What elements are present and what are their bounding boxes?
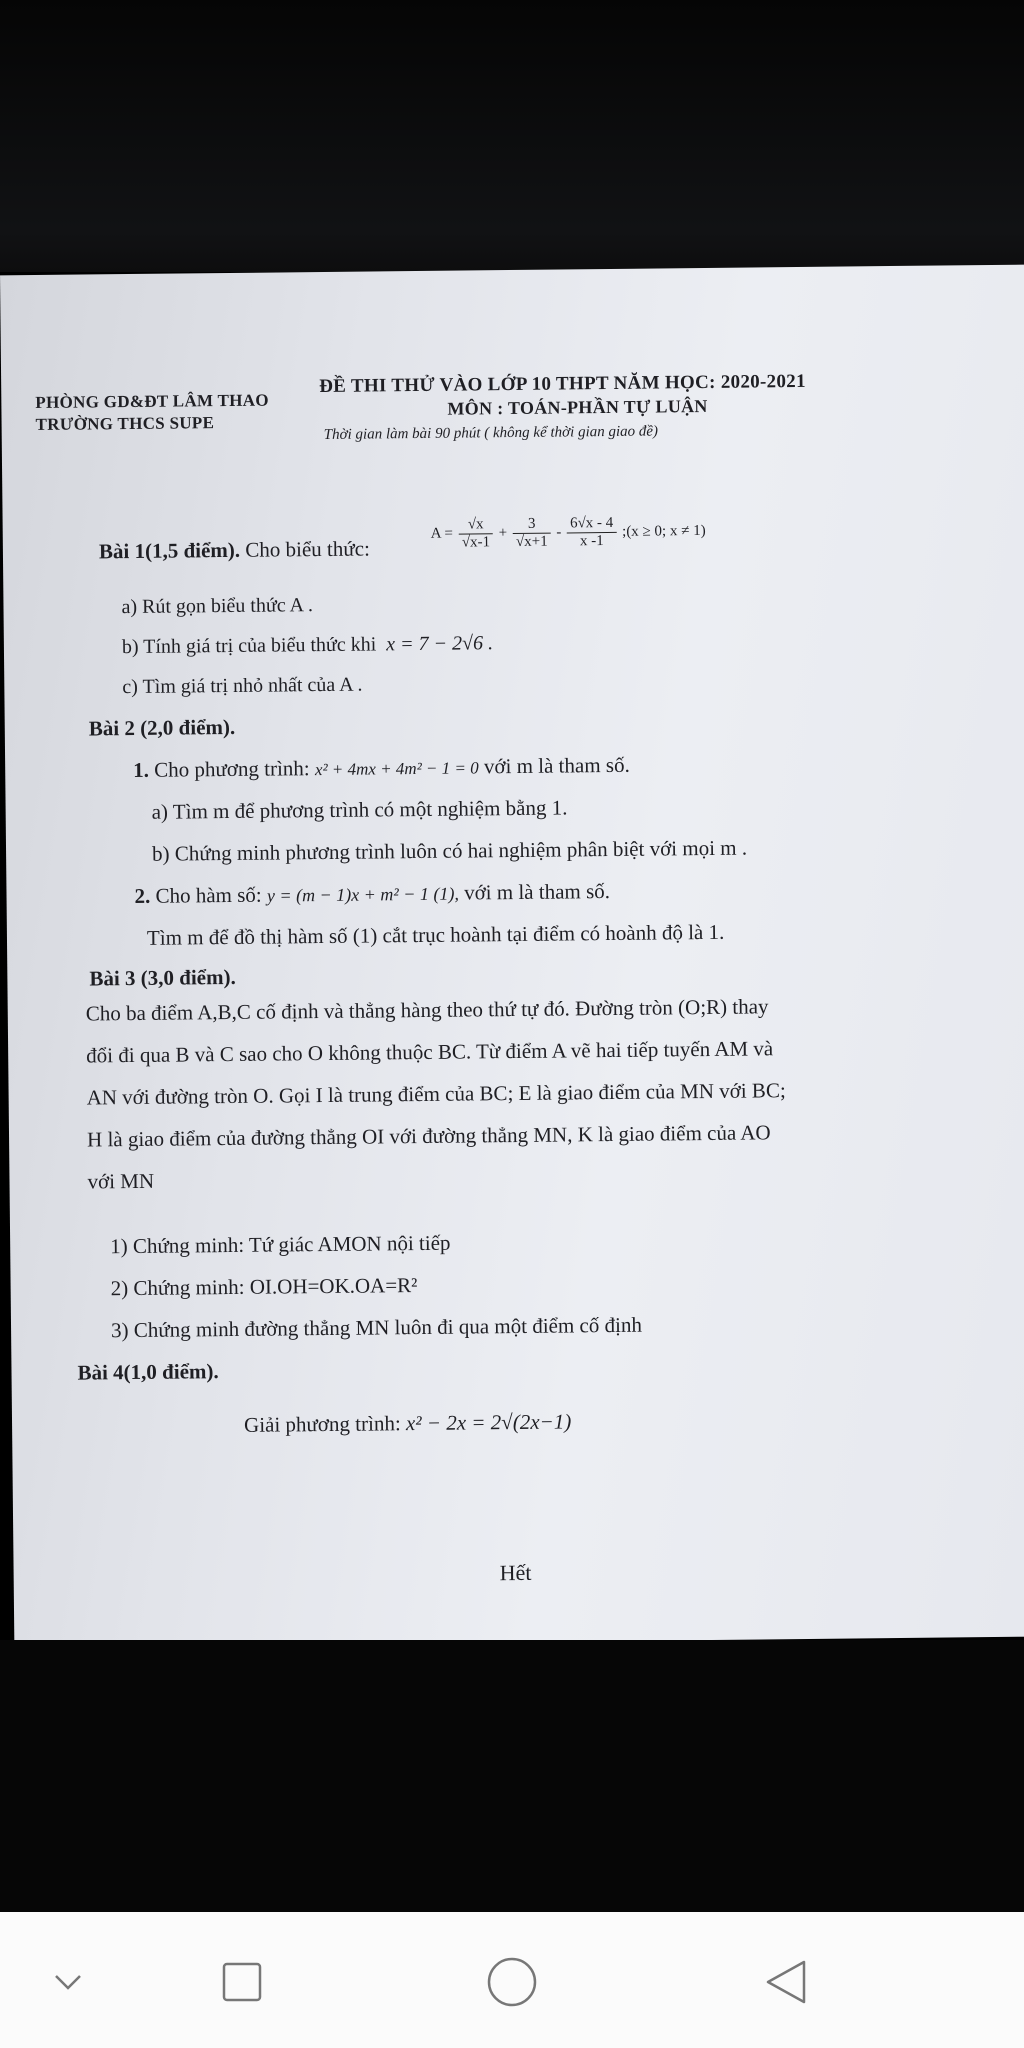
bai4-task: Giải phương trình: x² − 2x = 2√(2x−1) bbox=[243, 1409, 572, 1437]
exam-year: 2020-2021 bbox=[720, 370, 806, 393]
bai2-q1: 1. Cho phương trình: x² + 4mx + 4m² − 1 = 0 với m là tham số. bbox=[133, 752, 630, 782]
expr-lhs: A = bbox=[430, 525, 454, 542]
fraction-3 bbox=[567, 515, 617, 551]
header-department: PHÒNG GD&ĐT LÂM THAO bbox=[35, 390, 269, 412]
bai1-b: b) Tính giá trị của biểu thức khi x = 7 − 2√6 . bbox=[121, 632, 494, 659]
expr-op-minus: - bbox=[556, 524, 562, 541]
bai2-q1-expr: x² + 4mx + 4m² − 1 = 0 bbox=[314, 758, 479, 780]
fraction-1 bbox=[459, 516, 494, 551]
bai3-line: Cho ba điểm A,B,C cố định và thẳng hàng theo thứ tự đó. Đường tròn (O;R) thay bbox=[85, 994, 769, 1026]
bai2-a: a) Tìm m để phương trình có một nghiệm bằng 1. bbox=[151, 795, 568, 824]
bai1-line bbox=[99, 537, 370, 565]
photo-dark-bottom bbox=[0, 1640, 1024, 1912]
bai3-paragraph bbox=[86, 983, 1008, 1203]
circle-icon[interactable] bbox=[482, 1952, 542, 2012]
header-school: TRƯỜNG THCS SUPE bbox=[35, 413, 215, 434]
chevron-down-icon[interactable] bbox=[38, 1952, 98, 2012]
fraction-3-den: x -1 bbox=[579, 533, 604, 550]
bai3-line: đổi đi qua B và C sao cho O không thuộc BC. Từ điểm A vẽ hai tiếp tuyến AM và bbox=[86, 1036, 774, 1068]
square-icon[interactable] bbox=[212, 1952, 272, 2012]
bai3-heading: Bài 3 (3,0 điểm). bbox=[89, 964, 236, 991]
bai4-heading: Bài 4(1,0 điểm). bbox=[77, 1359, 219, 1385]
bai2-heading: Bài 2 (2,0 điểm). bbox=[88, 714, 236, 741]
bai2-q2-task: Tìm m để đồ thị hàm số (1) cắt trục hoành tại điểm có hoành độ là 1. bbox=[146, 919, 725, 950]
bai1-expression bbox=[431, 514, 706, 552]
fraction-1-den: √x-1 bbox=[461, 534, 491, 551]
bai1-b-expr: x = 7 − 2√6 . bbox=[386, 632, 494, 656]
triangle-back-icon[interactable] bbox=[756, 1952, 816, 2012]
bai1-a: a) Rút gọn biểu thức A . bbox=[121, 594, 314, 619]
fraction-1-num: √x bbox=[459, 516, 493, 534]
bai1-heading: Bài 1(1,5 điểm). bbox=[98, 537, 241, 564]
bai2-q2-expr: y = (m − 1)x + m² − 1 (1), bbox=[266, 883, 459, 906]
bai3-line: với MN bbox=[87, 1168, 155, 1194]
fraction-2 bbox=[513, 516, 551, 551]
bai2-q2: 2. Cho hàm số: y = (m − 1)x + m² − 1 (1), với m là tham số. bbox=[134, 879, 611, 908]
bai3-item-1: 1) Chứng minh: Tứ giác AMON nội tiếp bbox=[110, 1230, 451, 1259]
exam-time: Thời gian làm bài 90 phút ( không kể thời gian giao đề) bbox=[323, 423, 659, 443]
fraction-2-den: √x+1 bbox=[515, 533, 548, 550]
bai1-intro: Cho biểu thức: bbox=[245, 536, 370, 562]
exam-title: ĐỀ THI THỬ VÀO LỚP 10 THPT NĂM HỌC: 2020-2021 bbox=[319, 370, 806, 398]
exam-paper bbox=[0, 265, 1024, 1648]
bai4-expr: x² − 2x = 2√(2x−1) bbox=[405, 1409, 572, 1436]
bai3-item-2: 2) Chứng minh: OI.OH=OK.OA=R² bbox=[110, 1273, 418, 1301]
exam-subject: MÔN : TOÁN-PHẦN TỰ LUẬN bbox=[447, 395, 708, 419]
bai3-line: AN với đường tròn O. Gọi I là trung điểm của BC; E là giao điểm của MN với BC; bbox=[86, 1078, 786, 1110]
expr-op-plus: + bbox=[498, 525, 508, 542]
android-navigation-bar bbox=[0, 1912, 1024, 2048]
photo-dark-top bbox=[0, 0, 1024, 272]
bai3-line: H là giao điểm của đường thẳng OI với đường thẳng MN, K là giao điểm của AO bbox=[86, 1120, 771, 1152]
end-text: Hết bbox=[499, 1559, 532, 1586]
fraction-2-num: 3 bbox=[513, 516, 551, 534]
expr-condition: ;(x ≥ 0; x ≠ 1) bbox=[622, 522, 706, 540]
bai1-c: c) Tìm giá trị nhỏ nhất của A . bbox=[122, 673, 363, 699]
bai3-item-3: 3) Chứng minh đường thẳng MN luôn đi qua một điểm cố định bbox=[110, 1312, 643, 1343]
fraction-3-num: 6√x - 4 bbox=[567, 515, 616, 534]
bai2-b: b) Chứng minh phương trình luôn có hai nghiệm phân biệt với mọi m . bbox=[151, 835, 748, 866]
